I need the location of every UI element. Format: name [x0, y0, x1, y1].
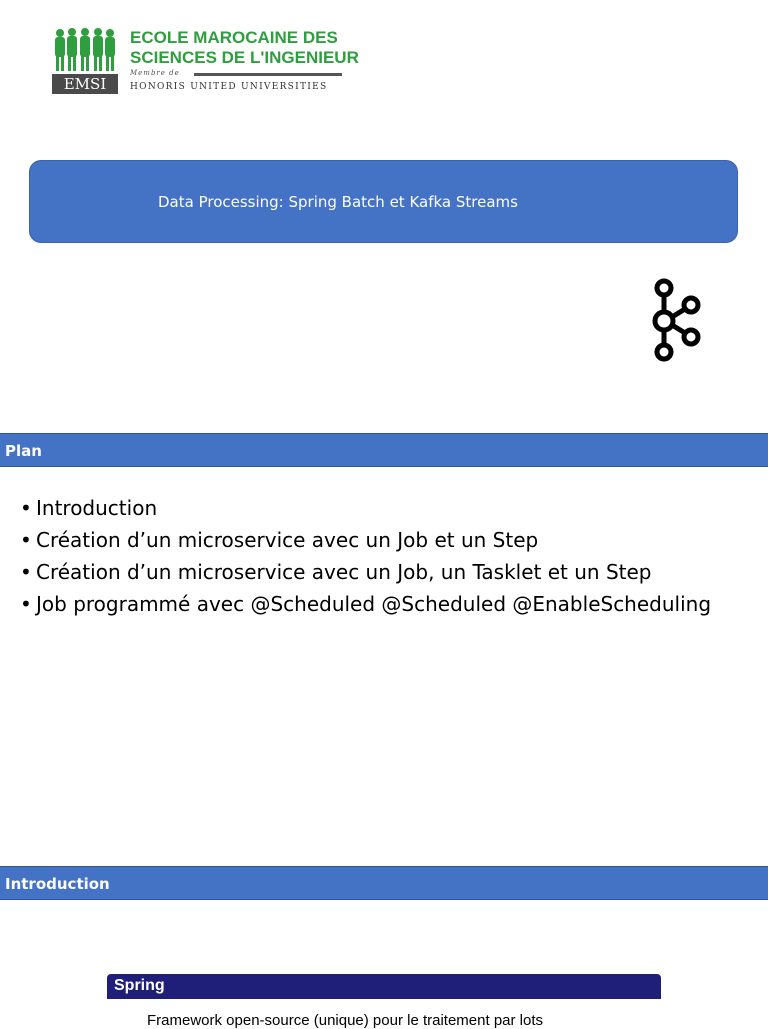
membre-de-label: Membre de [130, 69, 180, 77]
school-name-line1: ECOLE MAROCAINE DES [130, 28, 338, 47]
logo-divider [194, 73, 342, 76]
kafka-logo-icon [646, 276, 708, 364]
plan-item-job-tasklet-step: • Création d’un microservice avec un Job, un Tasklet et un Step [20, 560, 736, 584]
introduction-section-header [0, 866, 768, 900]
title-banner [29, 160, 738, 243]
plan-item-scheduled: • Job programmé avec @Scheduled @Scheduled @EnableScheduling [20, 592, 736, 616]
plan-heading: Plan [5, 442, 42, 460]
introduction-heading: Introduction [5, 875, 110, 893]
spring-box-title: Spring [114, 977, 165, 994]
plan-item-introduction: • Introduction [20, 496, 736, 520]
plan-item-job-step: • Création d’un microservice avec un Job et un Step [20, 528, 736, 552]
plan-list [20, 496, 736, 624]
spring-box-body: Framework open-source (unique) pour le traitement par lots [147, 1012, 544, 1029]
honoris-label: HONORIS UNITED UNIVERSITIES [130, 82, 328, 92]
emsi-logo [52, 28, 359, 98]
emsi-wordmark: EMSI [52, 74, 118, 94]
emsi-figures-icon [52, 28, 118, 72]
school-name-line2: SCIENCES DE L'INGENIEUR [130, 48, 359, 67]
spring-box-header [107, 974, 661, 999]
page-title: Data Processing: Spring Batch et Kafka Streams [158, 193, 518, 211]
plan-section-header [0, 433, 768, 467]
